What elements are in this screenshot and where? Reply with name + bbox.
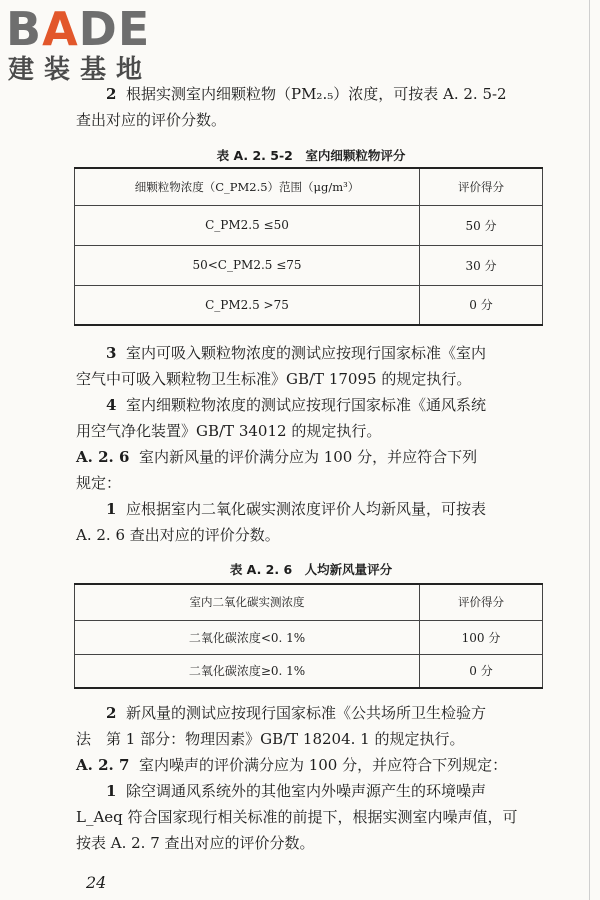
table-row [75,620,543,654]
logo-wordmark: BADE [6,2,151,56]
table-header-cell: 评价得分 [420,168,543,205]
paragraph-item-2-cont: 查出对应的评价分数。 [76,111,227,129]
table-cell: C_PM2.5 ≤50 [75,205,420,245]
pm25-score-table [74,167,543,326]
table-row [75,654,543,688]
table-header-row [75,584,543,620]
table-title: 表 A. 2. 6 人均新风量评分 [229,562,393,577]
paragraph-a26-item-1-cont: A. 2. 6 查出对应的评价分数。 [76,526,280,544]
fresh-air-score-table [74,583,543,689]
table-cell: 二氧化碳浓度<0. 1% [75,620,420,654]
paragraph-a26-item-2: 2 新风量的测试应按现行国家标准《公共场所卫生检验方 [106,704,486,722]
table-cell: 50 分 [420,205,543,245]
paragraph-item-4-cont: 用空气净化装置》GB/T 34012 的规定执行。 [76,422,382,440]
paragraph-item-3-cont: 空气中可吸入颗粒物卫生标准》GB/T 17095 的规定执行。 [76,370,472,388]
table-header-cell: 细颗粒物浓度（C_PM2.5）范围（μg/m³） [75,168,420,205]
paragraph-item-2: 2 根据实测室内细颗粒物（PM₂.₅）浓度，可按表 A. 2. 5-2 [106,85,507,103]
paragraph-item-3: 3 室内可吸入颗粒物浓度的测试应按现行国家标准《室内 [106,344,486,362]
paragraph-a27-item-1-cont: L_Aeq 符合国家现行相关标准的前提下，根据实测室内噪声值，可 [76,808,518,826]
table-header-cell: 评价得分 [420,584,543,620]
table-cell: 30 分 [420,245,543,285]
table-title: 表 A. 2. 5-2 室内细颗粒物评分 [216,148,406,163]
table-header-row [75,168,543,205]
paragraph-item-4: 4 室内细颗粒物浓度的测试应按现行国家标准《通风系统 [106,396,486,414]
table-row [75,245,543,285]
table-cell: 0 分 [420,285,543,325]
page-number: 24 [86,873,107,892]
paragraph-a27-item-1-cont2: 按表 A. 2. 7 查出对应的评价分数。 [76,834,315,852]
table-cell: C_PM2.5 >75 [75,285,420,325]
table-row [75,205,543,245]
table-cell: 0 分 [420,654,543,688]
table-cell: 50<C_PM2.5 ≤75 [75,245,420,285]
table-cell: 100 分 [420,620,543,654]
table-cell: 二氧化碳浓度≥0. 1% [75,654,420,688]
table-header-cell: 室内二氧化碳实测浓度 [75,584,420,620]
clause-a-2-6: A. 2. 6 室内新风量的评价满分应为 100 分，并应符合下列 [76,448,478,466]
paragraph-a27-item-1: 1 除空调通风系统外的其他室内外噪声源产生的环境噪声 [106,782,486,800]
clause-a-2-6-cont: 规定： [76,474,122,492]
paragraph-a26-item-1: 1 应根据室内二氧化碳实测浓度评价人均新风量，可按表 [106,500,486,518]
paragraph-a26-item-2-cont: 法 第 1 部分：物理因素》GB/T 18204. 1 的规定执行。 [76,730,465,748]
logo-subtitle: 建装基地 [8,55,153,85]
clause-a-2-7: A. 2. 7 室内噪声的评价满分应为 100 分，并应符合下列规定： [76,756,508,774]
page-edge [589,0,590,900]
table-row [75,285,543,325]
